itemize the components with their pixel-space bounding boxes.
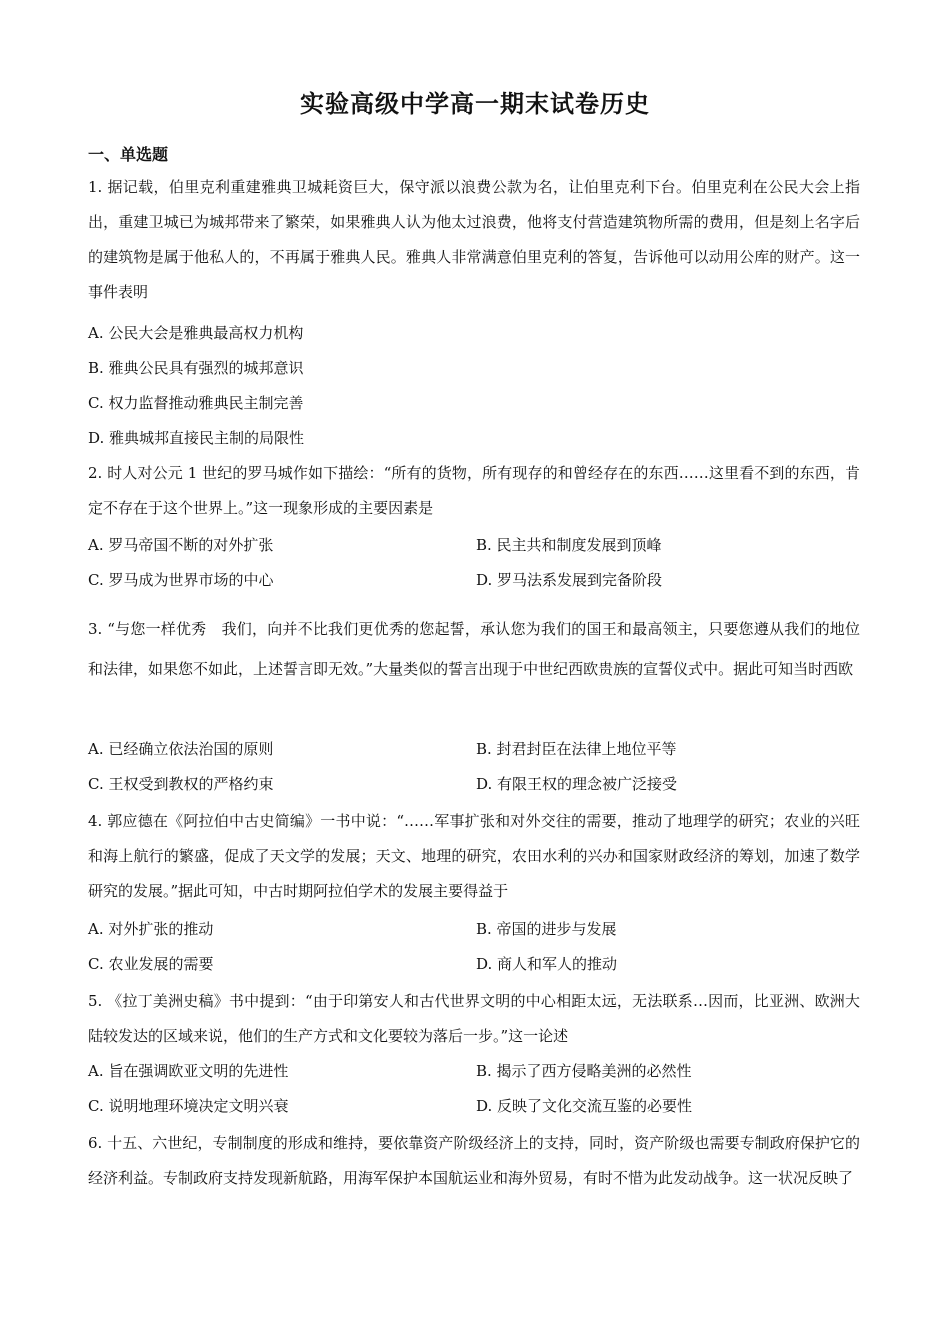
question-4-option-d: D. 商人和军人的推动 xyxy=(476,955,618,973)
question-5-stem: 5. 《拉丁美洲史稿》书中提到：“由于印第安人和古代世界文明的中心相距太远，无法联系…因而，比亚洲、欧洲大陆较发达的区域来说，他们的生产方式和文化要较为落后一步。”这一论述 xyxy=(88,992,860,1045)
question-1-option-c: C. 权力监督推动雅典民主制完善 xyxy=(88,394,304,412)
question-1-option-d: D. 雅典城邦直接民主制的局限性 xyxy=(88,429,305,447)
section-heading: 一、单选题 xyxy=(88,145,169,164)
page-title: 实验高级中学高一期末试卷历史 xyxy=(300,89,650,118)
question-3-option-b: B. 封君封臣在法律上地位平等 xyxy=(476,740,677,758)
question-5-option-c: C. 说明地理环境决定文明兴衰 xyxy=(88,1097,289,1115)
question-3-option-c: C. 王权受到教权的严格约束 xyxy=(88,775,274,793)
question-1-stem: 1. 据记载，伯里克利重建雅典卫城耗资巨大，保守派以浪费公款为名，让伯里克利下台。伯里克利在公民大会上指出，重建卫城已为城邦带来了繁荣，如果雅典人认为他太过浪费，他将支付营造建筑物所需的费用，但是刻上名字后的建筑物是属于他私人的，不再属于雅典人民。雅典人非常满意伯里克利的答复，告诉他可以动用公库的财产。这一事件表明 xyxy=(88,178,860,301)
question-1-option-b: B. 雅典公民具有强烈的城邦意识 xyxy=(88,359,304,377)
question-4-option-a: A. 对外扩张的推动 xyxy=(88,920,214,938)
question-2-option-c: C. 罗马成为世界市场的中心 xyxy=(88,571,274,589)
question-1-option-a: A. 公民大会是雅典最高权力机构 xyxy=(88,324,304,342)
question-4-option-b: B. 帝国的进步与发展 xyxy=(476,920,617,938)
question-6-stem: 6. 十五、六世纪，专制制度的形成和维持，要依靠资产阶级经济上的支持，同时，资产阶级也需要专制政府保护它的经济利益。专制政府支持发现新航路，用海军保护本国航运业和海外贸易，有时不惜为此发动战争。这一状况反映了 xyxy=(88,1134,860,1187)
question-4-stem: 4. 郭应德在《阿拉伯中古史简编》一书中说：“……军事扩张和对外交往的需要，推动了地理学的研究；农业的兴旺和海上航行的繁盛，促成了天文学的发展；天文、地理的研究，农田水利的兴办和国家财政经济的筹划，加速了数学研究的发展。”据此可知，中古时期阿拉伯学术的发展主要得益于 xyxy=(88,812,860,900)
question-5-option-b: B. 揭示了西方侵略美洲的必然性 xyxy=(476,1062,692,1080)
question-5-option-d: D. 反映了文化交流互鉴的必要性 xyxy=(476,1097,693,1115)
question-2-option-a: A. 罗马帝国不断的对外扩张 xyxy=(88,536,274,554)
question-5-option-a: A. 旨在强调欧亚文明的先进性 xyxy=(88,1062,289,1080)
question-2-option-d: D. 罗马法系发展到完备阶段 xyxy=(476,571,663,589)
question-3-option-a: A. 已经确立依法治国的原则 xyxy=(88,740,274,758)
question-3-option-d: D. 有限王权的理念被广泛接受 xyxy=(476,775,678,793)
question-4-option-c: C. 农业发展的需要 xyxy=(88,955,214,973)
question-3-stem: 3. “与您一样优秀 我们，向并不比我们更优秀的您起誓，承认您为我们的国王和最高领主，只要您遵从我们的地位和法律，如果您不如此，上述誓言即无效。”大量类似的誓言出现于中世纪西欧贵族的宣誓仪式中。据此可知当时西欧 xyxy=(88,620,860,678)
question-2-stem: 2. 时人对公元 1 世纪的罗马城作如下描绘：“所有的货物，所有现存的和曾经存在的东西……这里看不到的东西，肯定不存在于这个世界上。”这一现象形成的主要因素是 xyxy=(88,464,860,517)
question-2-option-b: B. 民主共和制度发展到顶峰 xyxy=(476,536,662,554)
